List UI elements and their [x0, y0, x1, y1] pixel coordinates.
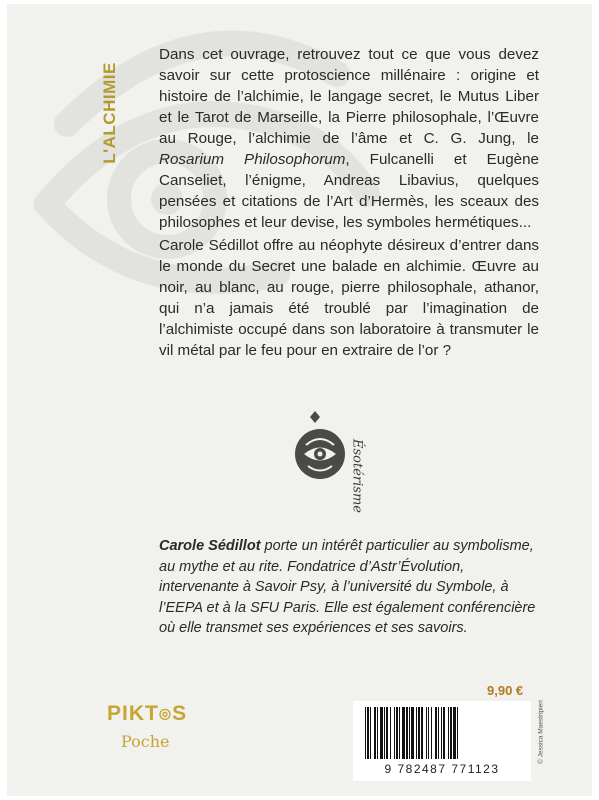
barcode-bar [396, 707, 398, 759]
barcode-bar [426, 707, 427, 759]
photo-credit: © Jessica Maestripieri [537, 700, 545, 764]
barcode-bar [421, 707, 423, 759]
back-cover [7, 4, 592, 796]
publisher-logo: PIKT◎S Poche [107, 702, 188, 751]
description-paragraph-2: Carole Sédillot offre au néophyte désireux d’entrer dans le monde du Secret une balade en alchimie. Œuvre au noir, au blanc, au rouge, pierre philosophale, athanor, qui n’a jamais été troublé par l’imagination de l’alchimiste occupé dans son laboratoire à transmuter le vil métal par le feu pour en extraire de l’or ? [159, 237, 539, 359]
author-bio: Carole Sédillot porte un intérêt particulier au symbolisme, au mythe et au rite. Fondatrice d’Astr’Évolution, intervenante à Savoir Psy, à l’université du Symbole, à l’EEPA et à la SFU Paris. Elle est également conférencière où elle transmet ses expériences et ses savoirs. [159, 538, 536, 636]
barcode-bar [406, 707, 408, 759]
spine-title: L'ALCHIMIE [100, 62, 119, 164]
barcode-bar [438, 707, 439, 759]
barcode [353, 701, 531, 781]
barcode-bar [435, 707, 437, 759]
barcode-bar [441, 707, 442, 759]
barcode-bar [402, 707, 405, 759]
barcode-bar [380, 707, 383, 759]
description-paragraph-1: Dans cet ouvrage, retrouvez tout ce que vous devez savoir sur cette protoscience millénaire : origine et histoire de l’alchimie, le langage secret, le Mutus Liber et le Tarot de Marseille, la Pierre philosophale, l’Œuvre au Rouge, l’alchimie de l’âme et C. G. Jung, le Rosarium Philosophorum, Fulcanelli et Eugène Canseliet, l’énigme, Andreas Libavius, quelques pensées et citations de l’Art d’Hermès, les sceaux des philosophes et leur devise, les symboles hermétiques... [159, 46, 540, 231]
barcode-bar [374, 707, 376, 759]
barcode-bar [457, 707, 458, 759]
barcode-bar [409, 707, 410, 759]
barcode-bar [399, 707, 400, 759]
barcode-bar [450, 707, 452, 759]
barcode-bar [367, 707, 369, 759]
barcode-bar [431, 707, 432, 759]
barcode-bar [394, 707, 395, 759]
barcode-bar [377, 707, 378, 759]
barcode-bar [386, 707, 388, 759]
price: 9,90 € [487, 683, 524, 698]
eye-emblem-icon [292, 409, 350, 489]
barcode-bar [428, 707, 429, 759]
barcode-bar [453, 707, 456, 759]
barcode-bar [390, 707, 391, 759]
isbn-number: 9 782487 771123 [384, 762, 500, 776]
barcode-bar [416, 707, 417, 759]
barcode-bar [384, 707, 385, 759]
barcode-bar [365, 707, 366, 759]
barcode-bar [418, 707, 420, 759]
barcode-bar [411, 707, 414, 759]
collection-label: Ésotérisme [349, 439, 365, 513]
author-name: Carole Sédillot [159, 538, 261, 554]
diamond-icon [310, 411, 320, 423]
barcode-bar [448, 707, 449, 759]
barcode-bar [370, 707, 371, 759]
barcode-bar [443, 707, 445, 759]
